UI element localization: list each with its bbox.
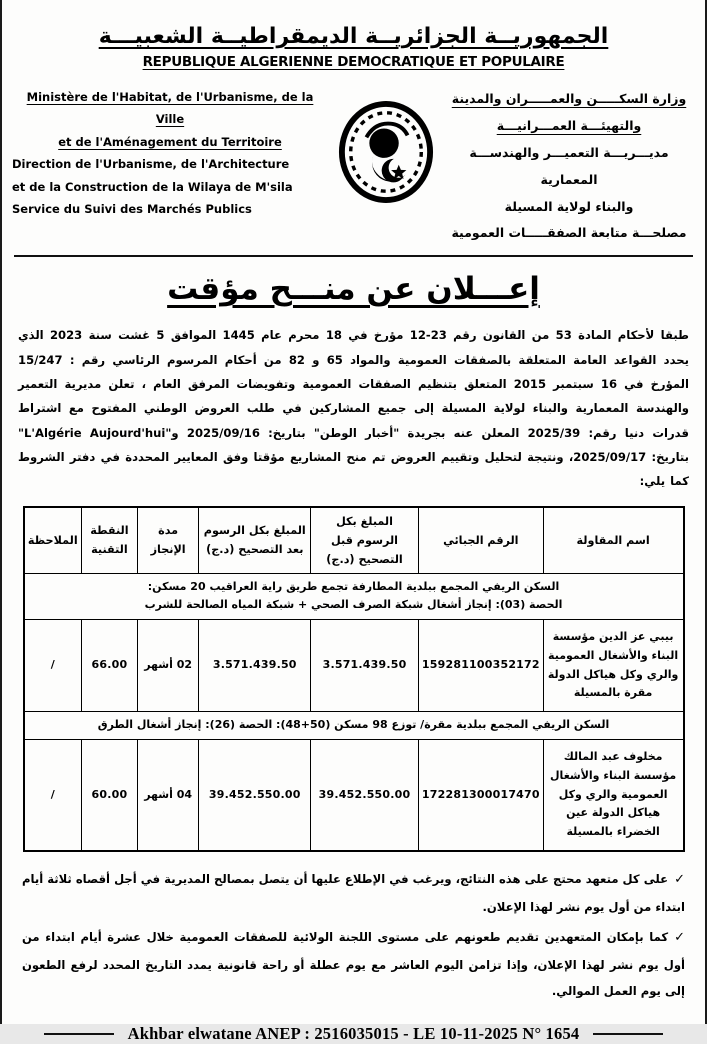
service-line-ar: مصلحـــة متابعة الصفقـــــات العمومية bbox=[451, 225, 687, 241]
note-text: على كل متعهد محتج على هذه النتائج، ويرغب في الإطلاع عليها أن يتصل بمصالح المديرية في أجل أقصاه ثلاثة أيام ابتداء من أول يوم نشر لهذا الإعلان. bbox=[22, 872, 685, 914]
note-text: كما بإمكان المتعهدين تقديم طعونهم على مستوى اللجنة الولائية للصفقات العمومية خلال عشرة أيام ابتداء من أول يوم نشر لهذا الإعلان، وإذا تزامن اليوم العاشر مع يوم عطلة أو راحة قانونية يمدد التاريخ المحدد لرفع الطعون إلى يوم العمل الموالي. bbox=[22, 930, 685, 998]
col-header-amount-before: المبلغ بكل الرسوم قبل التصحيح (د.ج) bbox=[311, 507, 419, 574]
section-1-title bbox=[24, 573, 684, 619]
col-header-technical-score: النقطة التقنية bbox=[82, 507, 138, 574]
direction-line-1-fr: Direction de l'Urbanisme, de l'Architecture bbox=[12, 157, 290, 172]
table-header-row bbox=[24, 507, 684, 574]
col-header-contractor-name: اسم المقاولة bbox=[543, 507, 683, 574]
section-1-line-2: الحصة (03): إنجاز أشغال شبكة الصرف الصحي + شبكة المياه الصالحة للشرب bbox=[144, 598, 563, 612]
col-header-remark: الملاحظة bbox=[24, 507, 82, 574]
cell-remark: / bbox=[24, 739, 82, 851]
col-header-duration: مدة الإنجاز bbox=[137, 507, 199, 574]
note-appeal-committee bbox=[22, 924, 685, 1004]
ministry-line-2-fr: et de l'Aménagement du Territoire bbox=[58, 134, 282, 149]
cell-score: 66.00 bbox=[82, 620, 138, 712]
seal-container bbox=[328, 86, 443, 204]
service-line-fr: Service du Suivi des Marchés Publics bbox=[12, 202, 252, 217]
cell-duration: 04 أشهر bbox=[137, 739, 199, 851]
section-2-title bbox=[24, 712, 684, 740]
direction-line-2-ar: والبناء لولاية المسيلة bbox=[504, 198, 634, 214]
cell-amount-before: 39.452.550.00 bbox=[311, 739, 419, 851]
cell-remark: / bbox=[24, 620, 82, 712]
direction-line-2-fr: et de la Construction de la Wilaya de M'sila bbox=[12, 179, 293, 194]
section-1-line-1: السكن الريفي المجمع ببلدية المطارفة تجمع طريق راية العراقيب 20 مسكن: bbox=[147, 579, 560, 593]
direction-line-1-ar: مديـــريـــة التعميـــر والهندســـة المعمارية bbox=[469, 144, 669, 187]
announcement-title: إعـــلان عن منـــح مؤقت bbox=[167, 271, 540, 308]
ministry-line-1-fr: Ministère de l'Habitat, de l'Urbanisme, de la Ville bbox=[26, 90, 314, 127]
publication-footer bbox=[12, 1024, 695, 1044]
col-header-amount-after: المبلغ بكل الرسوم بعد التصحيح (د.ج) bbox=[199, 507, 311, 574]
check-icon: ✓ bbox=[674, 872, 685, 888]
section-row-2 bbox=[24, 712, 684, 740]
section-row-1 bbox=[24, 573, 684, 619]
ministry-block-arabic bbox=[443, 86, 695, 247]
cell-amount-after: 3.571.439.50 bbox=[199, 620, 311, 712]
check-icon: ✓ bbox=[674, 930, 685, 946]
col-header-tax-id: الرقم الجبائي bbox=[418, 507, 543, 574]
award-table bbox=[23, 506, 685, 853]
cell-score: 60.00 bbox=[82, 739, 138, 851]
cell-contractor-name: بيبي عز الدين مؤسسة البناء والأشغال العمومية والري وكل هياكل الدولة مقرة بالمسيلة bbox=[543, 620, 683, 712]
cell-contractor-name: مخلوف عبد المالك مؤسسة البناء والأشغال العمومية والري وكل هياكل الدولة عين الخضراء بالمسيلة bbox=[543, 739, 683, 851]
republic-title-arabic: الجمهوريــة الجزائريــة الديمقراطيــة الشعبيـــة bbox=[98, 24, 609, 49]
ministry-block-french bbox=[12, 86, 328, 221]
announcement-body: طبقا لأحكام المادة 53 من القانون رقم 23-12 مؤرخ في 18 محرم عام 1445 الموافق 5 غشت سنة 2023 الذي يحدد القواعد العامة المتعلقة بالصفقات العمومية والمواد 65 و 82 من أحكام المرسوم الرئاسي رقم : 15/247 المؤرخ في 16 سبتمبر 2015 المتعلق بتنظيم الصفقات العمومية وتفويضات المرفق العام ، تعلن مديرية التعمير والهندسة المعمارية والبناء لولاية المسيلة إلى جميع المشاركين في طلب العروض الوطني المفتوح مع اشتراط قدرات دنيا رقم: 2025/39 المعلن عنه بجريدة "أخبار الوطن" بتاريخ: 2025/09/16 و"L'Algérie Aujourd'hui" بتاريخ: 2025/09/17، ونتيجة لتحليل وتقييم العروض تم منح المشاريع مؤقتا وفق المعايير المحددة في دفتر الشروط كما يلي: bbox=[18, 328, 690, 489]
letterhead-divider bbox=[14, 255, 693, 257]
cell-tax-id: 172281300017470 bbox=[418, 739, 543, 851]
ministry-line-2-ar: والتهيئـــة العمـــرانيـــة bbox=[496, 117, 642, 133]
ministry-line-1-ar: وزارة السكـــــن والعمـــــران والمدينة bbox=[451, 91, 687, 106]
section-2-line-1: السكن الريفي المجمع ببلدية مقرة/ توزع 98 مسكن (50+48): الحصة (26): إنجاز أشغال الطرق bbox=[97, 718, 610, 732]
cell-tax-id: 159281100352172 bbox=[418, 620, 543, 712]
algeria-state-seal-icon bbox=[337, 100, 435, 204]
notes-section bbox=[22, 866, 685, 1004]
republic-title-french: REPUBLIQUE ALGERIENNE DEMOCRATIQUE ET POPULAIRE bbox=[142, 54, 565, 70]
footer-right-rule bbox=[593, 1033, 663, 1035]
note-appeal-consult bbox=[22, 866, 685, 920]
letterhead bbox=[12, 86, 695, 247]
cell-duration: 02 أشهر bbox=[137, 620, 199, 712]
footer-left-rule bbox=[44, 1033, 114, 1035]
cell-amount-before: 3.571.439.50 bbox=[311, 620, 419, 712]
cell-amount-after: 39.452.550.00 bbox=[199, 739, 311, 851]
table-row bbox=[24, 739, 684, 851]
footer-anep-reference: Akhbar elwatane ANEP : 2516035015 - LE 10-11-2025 N° 1654 bbox=[127, 1024, 580, 1043]
table-row bbox=[24, 620, 684, 712]
